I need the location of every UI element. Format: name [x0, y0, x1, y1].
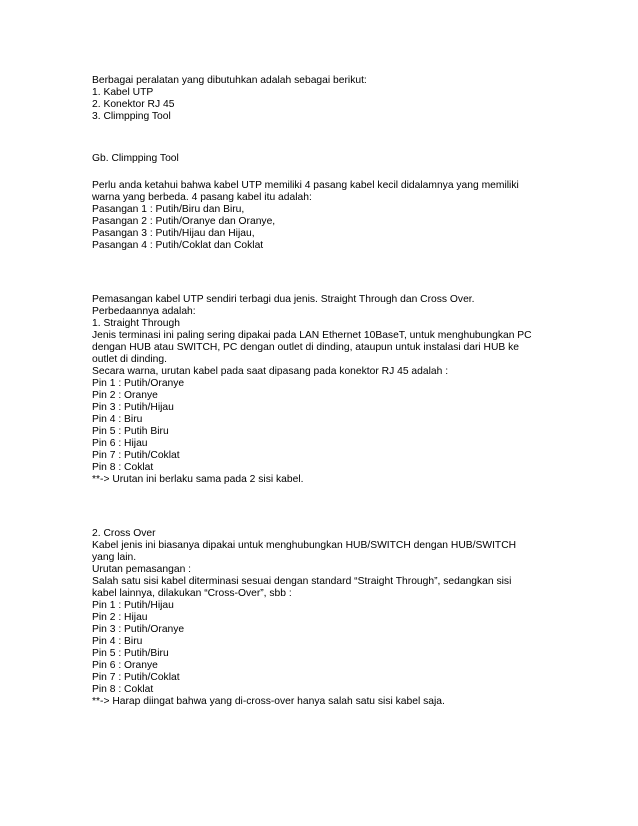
text-line-pair: Pasangan 3 : Putih/Hijau dan Hijau,	[92, 228, 255, 239]
text-line-paragraph: Perbedaannya adalah:	[92, 306, 196, 317]
pin-line: Pin 4 : Biru	[92, 636, 143, 647]
text-line-paragraph: Salah satu sisi kabel diterminasi sesuai dengan standard “Straight Through”, sedangkan sisi	[92, 576, 512, 587]
pin-line: Pin 3 : Putih/Hijau	[92, 402, 174, 413]
pin-line: Pin 3 : Putih/Oranye	[92, 624, 185, 635]
figure-caption: Gb. Climpping Tool	[92, 153, 179, 164]
pin-line: Pin 4 : Biru	[92, 414, 143, 425]
text-line-paragraph: yang lain.	[92, 552, 137, 563]
pin-line: Pin 6 : Oranye	[92, 660, 158, 671]
pin-line: Pin 8 : Coklat	[92, 462, 154, 473]
note-line: **-> Harap diingat bahwa yang di-cross-over hanya salah satu sisi kabel saja.	[92, 696, 445, 707]
pin-line: Pin 2 : Hijau	[92, 612, 148, 623]
pin-line: Pin 7 : Putih/Coklat	[92, 672, 180, 683]
pin-line: Pin 6 : Hijau	[92, 438, 148, 449]
text-line-pair: Pasangan 4 : Putih/Coklat dan Coklat	[92, 240, 264, 251]
pin-line: Pin 5 : Putih Biru	[92, 426, 169, 437]
text-line-paragraph: kabel lainnya, dilakukan “Cross-Over”, sbb :	[92, 588, 292, 599]
text-line-list-item: 2. Konektor RJ 45	[92, 99, 175, 110]
text-line-paragraph: Kabel jenis ini biasanya dipakai untuk menghubungkan HUB/SWITCH dengan HUB/SWITCH	[92, 540, 517, 551]
text-line-paragraph: Jenis terminasi ini paling sering dipakai pada LAN Ethernet 10BaseT, untuk menghubungkan PC	[92, 330, 532, 341]
pin-line: Pin 1 : Putih/Oranye	[92, 378, 185, 389]
pin-line: Pin 2 : Oranye	[92, 390, 158, 401]
text-line-pair: Pasangan 2 : Putih/Oranye dan Oranye,	[92, 216, 276, 227]
pin-line: Pin 5 : Putih/Biru	[92, 648, 169, 659]
pin-line: Pin 8 : Coklat	[92, 684, 154, 695]
text-line-paragraph: Secara warna, urutan kabel pada saat dipasang pada konektor RJ 45 adalah :	[92, 366, 449, 377]
text-line-paragraph: Urutan pemasangan :	[92, 564, 192, 575]
text-line-intro: Berbagai peralatan yang dibutuhkan adalah sebagai berikut:	[92, 75, 367, 86]
section-heading-cross-over: 2. Cross Over	[92, 528, 156, 539]
text-line-list-item: 3. Climpping Tool	[92, 111, 171, 122]
text-line-paragraph: Pemasangan kabel UTP sendiri terbagi dua jenis. Straight Through dan Cross Over.	[92, 294, 475, 305]
text-line-pair: Pasangan 1 : Putih/Biru dan Biru,	[92, 204, 245, 215]
pin-line: Pin 1 : Putih/Hijau	[92, 600, 174, 611]
section-heading-straight-through: 1. Straight Through	[92, 318, 180, 329]
text-line-paragraph: Perlu anda ketahui bahwa kabel UTP memiliki 4 pasang kabel kecil didalamnya yang memiliki	[92, 180, 519, 191]
text-line-list-item: 1. Kabel UTP	[92, 87, 154, 98]
text-line-paragraph: outlet di dinding.	[92, 354, 167, 365]
note-line: **-> Urutan ini berlaku sama pada 2 sisi kabel.	[92, 474, 304, 485]
text-line-paragraph: dengan HUB atau SWITCH, PC dengan outlet di dinding, ataupun untuk instalasi dari HUB ke	[92, 342, 519, 353]
text-line-paragraph: warna yang berbeda. 4 pasang kabel itu adalah:	[92, 192, 312, 203]
pin-line: Pin 7 : Putih/Coklat	[92, 450, 180, 461]
